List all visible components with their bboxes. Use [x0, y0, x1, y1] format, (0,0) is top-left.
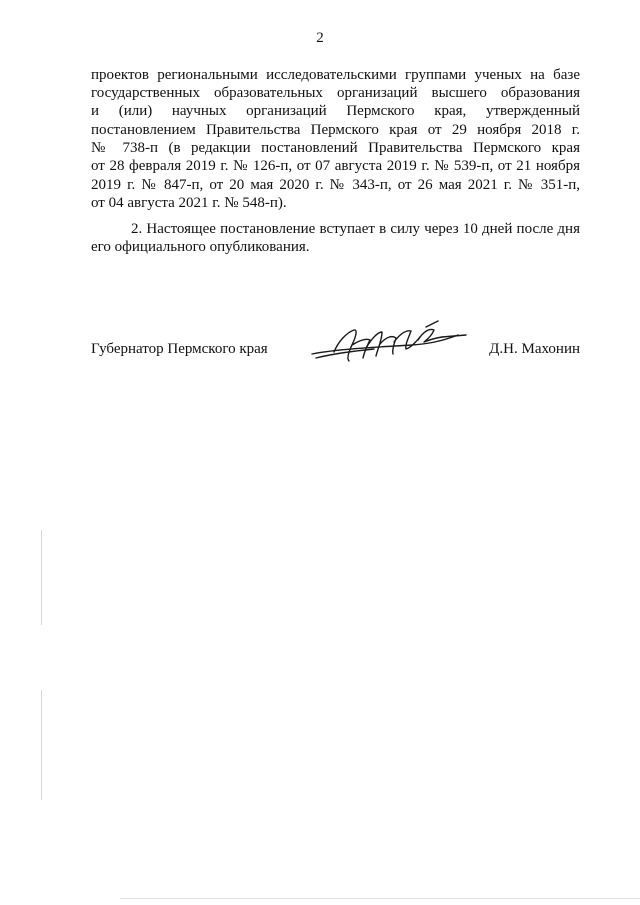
text-line: от 04 августа 2021 г. № 548-п).	[91, 195, 287, 211]
text-line: № 738-п (в редакции постановлений Правительства Пермского края	[91, 140, 580, 156]
text-line: проектов региональными исследовательскими группами ученых на базе	[91, 67, 580, 83]
text-line: постановлением Правительства Пермского края от 29 ноября 2018 г.	[91, 122, 580, 138]
handwritten-signature	[308, 318, 470, 368]
signatory-name: Д.Н. Махонин	[489, 341, 580, 357]
page-number: 2	[316, 30, 324, 46]
text-line: его официального опубликования.	[91, 239, 310, 255]
signatory-title: Губернатор Пермского края	[91, 341, 268, 357]
text-line: и (или) научных организаций Пермского края, утвержденный	[91, 103, 580, 119]
scan-artifact-line	[41, 530, 42, 625]
scan-artifact-line	[41, 690, 42, 800]
scan-edge-line	[120, 898, 640, 899]
text-line: государственных образовательных организаций высшего образования	[91, 85, 580, 101]
text-line: 2. Настоящее постановление вступает в силу через 10 дней после дня	[131, 221, 580, 237]
text-line: от 28 февраля 2019 г. № 126-п, от 07 августа 2019 г. № 539-п, от 21 ноября	[91, 158, 580, 174]
text-line: 2019 г. № 847-п, от 20 мая 2020 г. № 343-п, от 26 мая 2021 г. № 351-п,	[91, 177, 580, 193]
